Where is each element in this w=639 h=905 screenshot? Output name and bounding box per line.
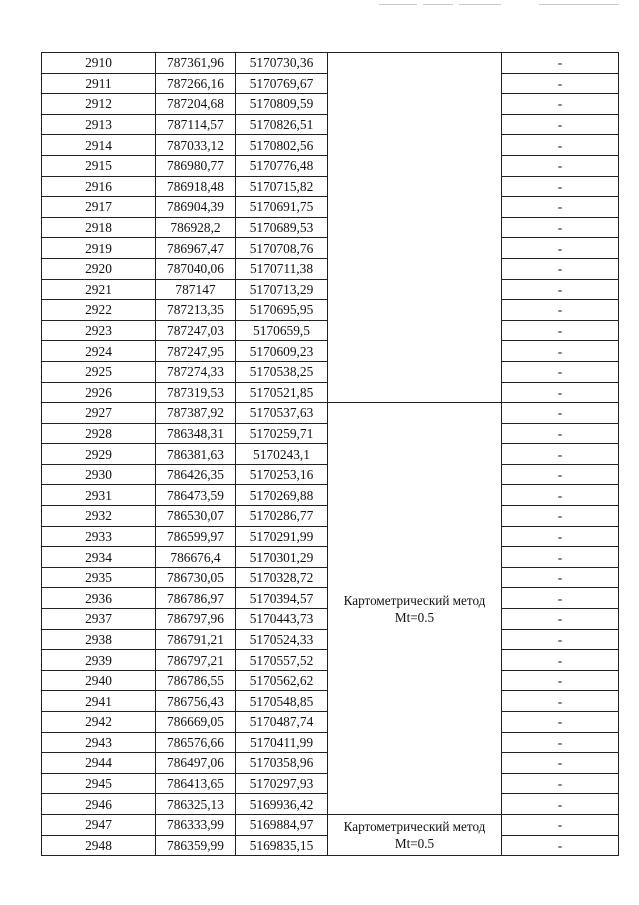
mark-cell: - <box>502 403 619 424</box>
point-number-cell: 2939 <box>42 650 156 671</box>
point-number-cell: 2932 <box>42 506 156 527</box>
x-coordinate-cell: 787033,12 <box>156 135 236 156</box>
y-coordinate-cell: 5170689,53 <box>236 217 328 238</box>
point-number-cell: 2942 <box>42 712 156 733</box>
scan-header-marks <box>379 4 619 10</box>
mark-cell: - <box>502 176 619 197</box>
point-number-cell: 2945 <box>42 773 156 794</box>
mark-cell: - <box>502 712 619 733</box>
y-coordinate-cell: 5170358,96 <box>236 753 328 774</box>
mark-cell: - <box>502 794 619 815</box>
point-number-cell: 2913 <box>42 114 156 135</box>
point-number-cell: 2935 <box>42 567 156 588</box>
x-coordinate-cell: 787247,95 <box>156 341 236 362</box>
point-number-cell: 2924 <box>42 341 156 362</box>
point-number-cell: 2930 <box>42 464 156 485</box>
y-coordinate-cell: 5170269,88 <box>236 485 328 506</box>
y-coordinate-cell: 5170711,38 <box>236 258 328 279</box>
mark-cell: - <box>502 670 619 691</box>
y-coordinate-cell: 5169884,97 <box>236 814 328 835</box>
x-coordinate-cell: 786676,4 <box>156 547 236 568</box>
mark-cell: - <box>502 94 619 115</box>
y-coordinate-cell: 5170443,73 <box>236 609 328 630</box>
y-coordinate-cell: 5170609,23 <box>236 341 328 362</box>
x-coordinate-cell: 786530,07 <box>156 506 236 527</box>
table-row <box>42 403 619 424</box>
x-coordinate-cell: 787147 <box>156 279 236 300</box>
y-coordinate-cell: 5170802,56 <box>236 135 328 156</box>
y-coordinate-cell: 5170548,85 <box>236 691 328 712</box>
x-coordinate-cell: 787387,92 <box>156 403 236 424</box>
point-number-cell: 2936 <box>42 588 156 609</box>
point-number-cell: 2948 <box>42 835 156 856</box>
mark-cell: - <box>502 506 619 527</box>
point-number-cell: 2947 <box>42 814 156 835</box>
mark-cell: - <box>502 135 619 156</box>
x-coordinate-cell: 786473,59 <box>156 485 236 506</box>
point-number-cell: 2911 <box>42 73 156 94</box>
mark-cell: - <box>502 526 619 547</box>
x-coordinate-cell: 786967,47 <box>156 238 236 259</box>
x-coordinate-cell: 786786,55 <box>156 670 236 691</box>
x-coordinate-cell: 786426,35 <box>156 464 236 485</box>
point-number-cell: 2925 <box>42 361 156 382</box>
x-coordinate-cell: 786325,13 <box>156 794 236 815</box>
x-coordinate-cell: 786918,48 <box>156 176 236 197</box>
x-coordinate-cell: 787266,16 <box>156 73 236 94</box>
method-cell <box>328 403 502 815</box>
mark-cell: - <box>502 382 619 403</box>
method-accuracy: Mt=0.5 <box>394 836 435 852</box>
point-number-cell: 2940 <box>42 670 156 691</box>
y-coordinate-cell: 5170259,71 <box>236 423 328 444</box>
x-coordinate-cell: 787319,53 <box>156 382 236 403</box>
x-coordinate-cell: 786786,97 <box>156 588 236 609</box>
x-coordinate-cell: 786576,66 <box>156 732 236 753</box>
point-number-cell: 2944 <box>42 753 156 774</box>
mark-cell: - <box>502 835 619 856</box>
point-number-cell: 2927 <box>42 403 156 424</box>
y-coordinate-cell: 5169936,42 <box>236 794 328 815</box>
mark-cell: - <box>502 341 619 362</box>
x-coordinate-cell: 786497,06 <box>156 753 236 774</box>
x-coordinate-cell: 786359,99 <box>156 835 236 856</box>
y-coordinate-cell: 5170708,76 <box>236 238 328 259</box>
point-number-cell: 2934 <box>42 547 156 568</box>
y-coordinate-cell: 5170394,57 <box>236 588 328 609</box>
y-coordinate-cell: 5170487,74 <box>236 712 328 733</box>
y-coordinate-cell: 5170715,82 <box>236 176 328 197</box>
x-coordinate-cell: 787040,06 <box>156 258 236 279</box>
mark-cell: - <box>502 444 619 465</box>
method-name: Картометрический метод <box>343 592 486 608</box>
y-coordinate-cell: 5170253,16 <box>236 464 328 485</box>
y-coordinate-cell: 5170243,1 <box>236 444 328 465</box>
y-coordinate-cell: 5170291,99 <box>236 526 328 547</box>
point-number-cell: 2943 <box>42 732 156 753</box>
y-coordinate-cell: 5170286,77 <box>236 506 328 527</box>
point-number-cell: 2937 <box>42 609 156 630</box>
x-coordinate-cell: 786381,63 <box>156 444 236 465</box>
y-coordinate-cell: 5170713,29 <box>236 279 328 300</box>
x-coordinate-cell: 787204,68 <box>156 94 236 115</box>
y-coordinate-cell: 5170695,95 <box>236 300 328 321</box>
x-coordinate-cell: 787213,35 <box>156 300 236 321</box>
x-coordinate-cell: 786669,05 <box>156 712 236 733</box>
x-coordinate-cell: 786797,21 <box>156 650 236 671</box>
y-coordinate-cell: 5170557,52 <box>236 650 328 671</box>
y-coordinate-cell: 5170691,75 <box>236 197 328 218</box>
x-coordinate-cell: 786333,99 <box>156 814 236 835</box>
point-number-cell: 2928 <box>42 423 156 444</box>
point-number-cell: 2931 <box>42 485 156 506</box>
point-number-cell: 2921 <box>42 279 156 300</box>
y-coordinate-cell: 5170301,29 <box>236 547 328 568</box>
table-row <box>42 53 619 74</box>
y-coordinate-cell: 5170562,62 <box>236 670 328 691</box>
mark-cell: - <box>502 814 619 835</box>
x-coordinate-cell: 786928,2 <box>156 217 236 238</box>
point-number-cell: 2929 <box>42 444 156 465</box>
x-coordinate-cell: 787114,57 <box>156 114 236 135</box>
mark-cell: - <box>502 732 619 753</box>
point-number-cell: 2933 <box>42 526 156 547</box>
point-number-cell: 2941 <box>42 691 156 712</box>
point-number-cell: 2926 <box>42 382 156 403</box>
point-number-cell: 2946 <box>42 794 156 815</box>
coordinates-table <box>41 52 619 856</box>
x-coordinate-cell: 786791,21 <box>156 629 236 650</box>
y-coordinate-cell: 5170524,33 <box>236 629 328 650</box>
point-number-cell: 2923 <box>42 320 156 341</box>
x-coordinate-cell: 786599,97 <box>156 526 236 547</box>
method-cell <box>328 53 502 403</box>
x-coordinate-cell: 786348,31 <box>156 423 236 444</box>
x-coordinate-cell: 786413,65 <box>156 773 236 794</box>
point-number-cell: 2917 <box>42 197 156 218</box>
x-coordinate-cell: 787361,96 <box>156 53 236 74</box>
mark-cell: - <box>502 567 619 588</box>
point-number-cell: 2910 <box>42 53 156 74</box>
method-cell <box>328 814 502 855</box>
table-row <box>42 814 619 835</box>
y-coordinate-cell: 5170297,93 <box>236 773 328 794</box>
point-number-cell: 2919 <box>42 238 156 259</box>
y-coordinate-cell: 5170826,51 <box>236 114 328 135</box>
y-coordinate-cell: 5170809,59 <box>236 94 328 115</box>
mark-cell: - <box>502 53 619 74</box>
mark-cell: - <box>502 320 619 341</box>
mark-cell: - <box>502 217 619 238</box>
point-number-cell: 2915 <box>42 155 156 176</box>
mark-cell: - <box>502 423 619 444</box>
point-number-cell: 2918 <box>42 217 156 238</box>
point-number-cell: 2916 <box>42 176 156 197</box>
y-coordinate-cell: 5170328,72 <box>236 567 328 588</box>
y-coordinate-cell: 5170537,63 <box>236 403 328 424</box>
mark-cell: - <box>502 629 619 650</box>
mark-cell: - <box>502 753 619 774</box>
point-number-cell: 2920 <box>42 258 156 279</box>
x-coordinate-cell: 787274,33 <box>156 361 236 382</box>
method-accuracy: Mt=0.5 <box>394 609 435 625</box>
x-coordinate-cell: 786797,96 <box>156 609 236 630</box>
x-coordinate-cell: 786730,05 <box>156 567 236 588</box>
mark-cell: - <box>502 588 619 609</box>
mark-cell: - <box>502 258 619 279</box>
y-coordinate-cell: 5169835,15 <box>236 835 328 856</box>
mark-cell: - <box>502 547 619 568</box>
point-number-cell: 2938 <box>42 629 156 650</box>
mark-cell: - <box>502 485 619 506</box>
x-coordinate-cell: 786756,43 <box>156 691 236 712</box>
point-number-cell: 2922 <box>42 300 156 321</box>
mark-cell: - <box>502 691 619 712</box>
y-coordinate-cell: 5170411,99 <box>236 732 328 753</box>
mark-cell: - <box>502 650 619 671</box>
x-coordinate-cell: 786980,77 <box>156 155 236 176</box>
y-coordinate-cell: 5170730,36 <box>236 53 328 74</box>
mark-cell: - <box>502 361 619 382</box>
mark-cell: - <box>502 73 619 94</box>
x-coordinate-cell: 786904,39 <box>156 197 236 218</box>
coordinates-table-body <box>42 53 619 856</box>
y-coordinate-cell: 5170659,5 <box>236 320 328 341</box>
mark-cell: - <box>502 197 619 218</box>
point-number-cell: 2912 <box>42 94 156 115</box>
y-coordinate-cell: 5170538,25 <box>236 361 328 382</box>
x-coordinate-cell: 787247,03 <box>156 320 236 341</box>
mark-cell: - <box>502 609 619 630</box>
mark-cell: - <box>502 773 619 794</box>
mark-cell: - <box>502 155 619 176</box>
y-coordinate-cell: 5170769,67 <box>236 73 328 94</box>
method-name: Картометрический метод <box>343 819 486 835</box>
mark-cell: - <box>502 238 619 259</box>
mark-cell: - <box>502 464 619 485</box>
mark-cell: - <box>502 279 619 300</box>
y-coordinate-cell: 5170521,85 <box>236 382 328 403</box>
point-number-cell: 2914 <box>42 135 156 156</box>
mark-cell: - <box>502 114 619 135</box>
mark-cell: - <box>502 300 619 321</box>
y-coordinate-cell: 5170776,48 <box>236 155 328 176</box>
